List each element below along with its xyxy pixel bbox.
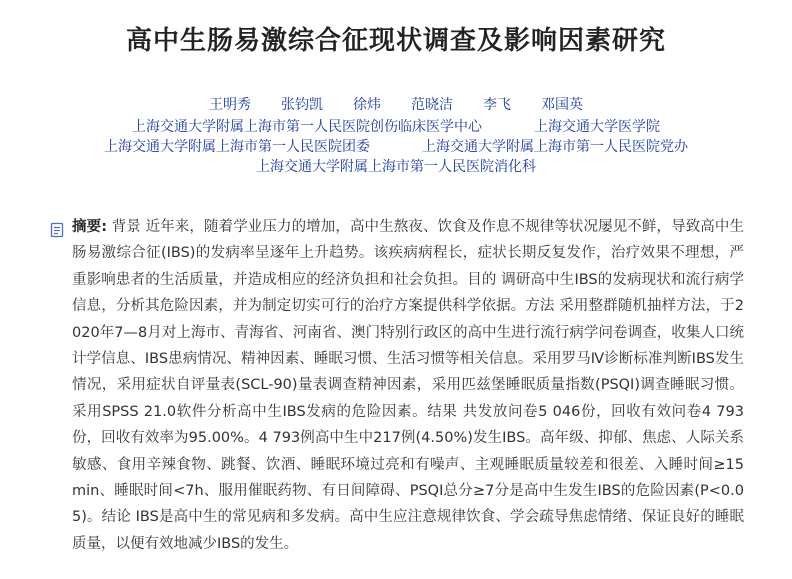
affiliation-link[interactable]: 上海交通大学医学院 bbox=[534, 119, 660, 135]
affiliation-link[interactable]: 上海交通大学附属上海市第一人民医院消化科 bbox=[256, 159, 536, 175]
affiliation-line bbox=[0, 136, 792, 156]
author-link[interactable]: 张钧凯 bbox=[281, 97, 323, 113]
abstract-text: 背景 近年来，随着学业压力的增加，高中生熬夜、饮食及作息不规律等状况屡见不鲜，导致高中生肠易激综合征(IBS)的发病率呈逐年上升趋势。该疾病病程长，症状长期反复发作，治疗效果不理想，严重影响患者的生活质量，并造成相应的经济负担和社会负担。目的 调研高中生IBS的发病现状和流行病学信息，分析其危险因素，并为制定切实可行的治疗方案提供科学依据。方法 采用整群随机抽样方法，于2020年7—8月对上海市、青海省、河南省、澳门特别行政区的高中生进行流行病学问卷调查，收集人口统计学信息、IBS患病情况、精神因素、睡眠习惯、生活习惯等相关信息。采用罗马Ⅳ诊断标准判断IBS发生情况，采用症状自评量表(SCL-90)量表调查精神因素，采用匹兹堡睡眠质量指数(PSQI)调查睡眠习惯。采用SPSS 21.0软件分析高中生IBS发病的危险因素。结果 共发放问卷5 046份，回收有效问卷4 793份，回收有效率为95.00%。4 793例高中生中217例(4.50%)发生IBS。高年级、抑郁、焦虑、人际关系敏感、食用辛辣食物、跳餐、饮酒、睡眠环境过亮和有噪声、主观睡眠质量较差和很差、入睡时间≥15 min、睡眠时间<7h、服用催眠药物、有日间障碍、PSQI总分≥7分是高中生发生IBS的危险因素(P<0.05)。结论 IBS是高中生的常见病和多发病。高中生应注意规律饮食、学会疏导焦虑情绪、保证良好的睡眠质量，以便有效地减少IBS的发生。 bbox=[72, 219, 744, 552]
affiliation-line bbox=[0, 156, 792, 176]
affiliation-line bbox=[0, 116, 792, 136]
affiliation-link[interactable]: 上海交通大学附属上海市第一人民医院党办 bbox=[422, 139, 688, 155]
affiliation-link[interactable]: 上海交通大学附属上海市第一人民医院创伤临床医学中心 bbox=[132, 119, 482, 135]
author-link[interactable]: 李飞 bbox=[483, 97, 511, 113]
affiliation-link[interactable]: 上海交通大学附属上海市第一人民医院团委 bbox=[104, 139, 370, 155]
author-link[interactable]: 邓国英 bbox=[541, 97, 583, 113]
author-link[interactable]: 王明秀 bbox=[209, 97, 251, 113]
document-icon bbox=[50, 222, 64, 238]
page-title: 高中生肠易激综合征现状调查及影响因素研究 bbox=[125, 26, 666, 56]
author-link[interactable]: 范晓洁 bbox=[411, 97, 453, 113]
author-list bbox=[0, 94, 792, 114]
abstract bbox=[72, 214, 744, 557]
author-link[interactable]: 徐炜 bbox=[353, 97, 381, 113]
abstract-label: 摘要: bbox=[72, 219, 107, 235]
